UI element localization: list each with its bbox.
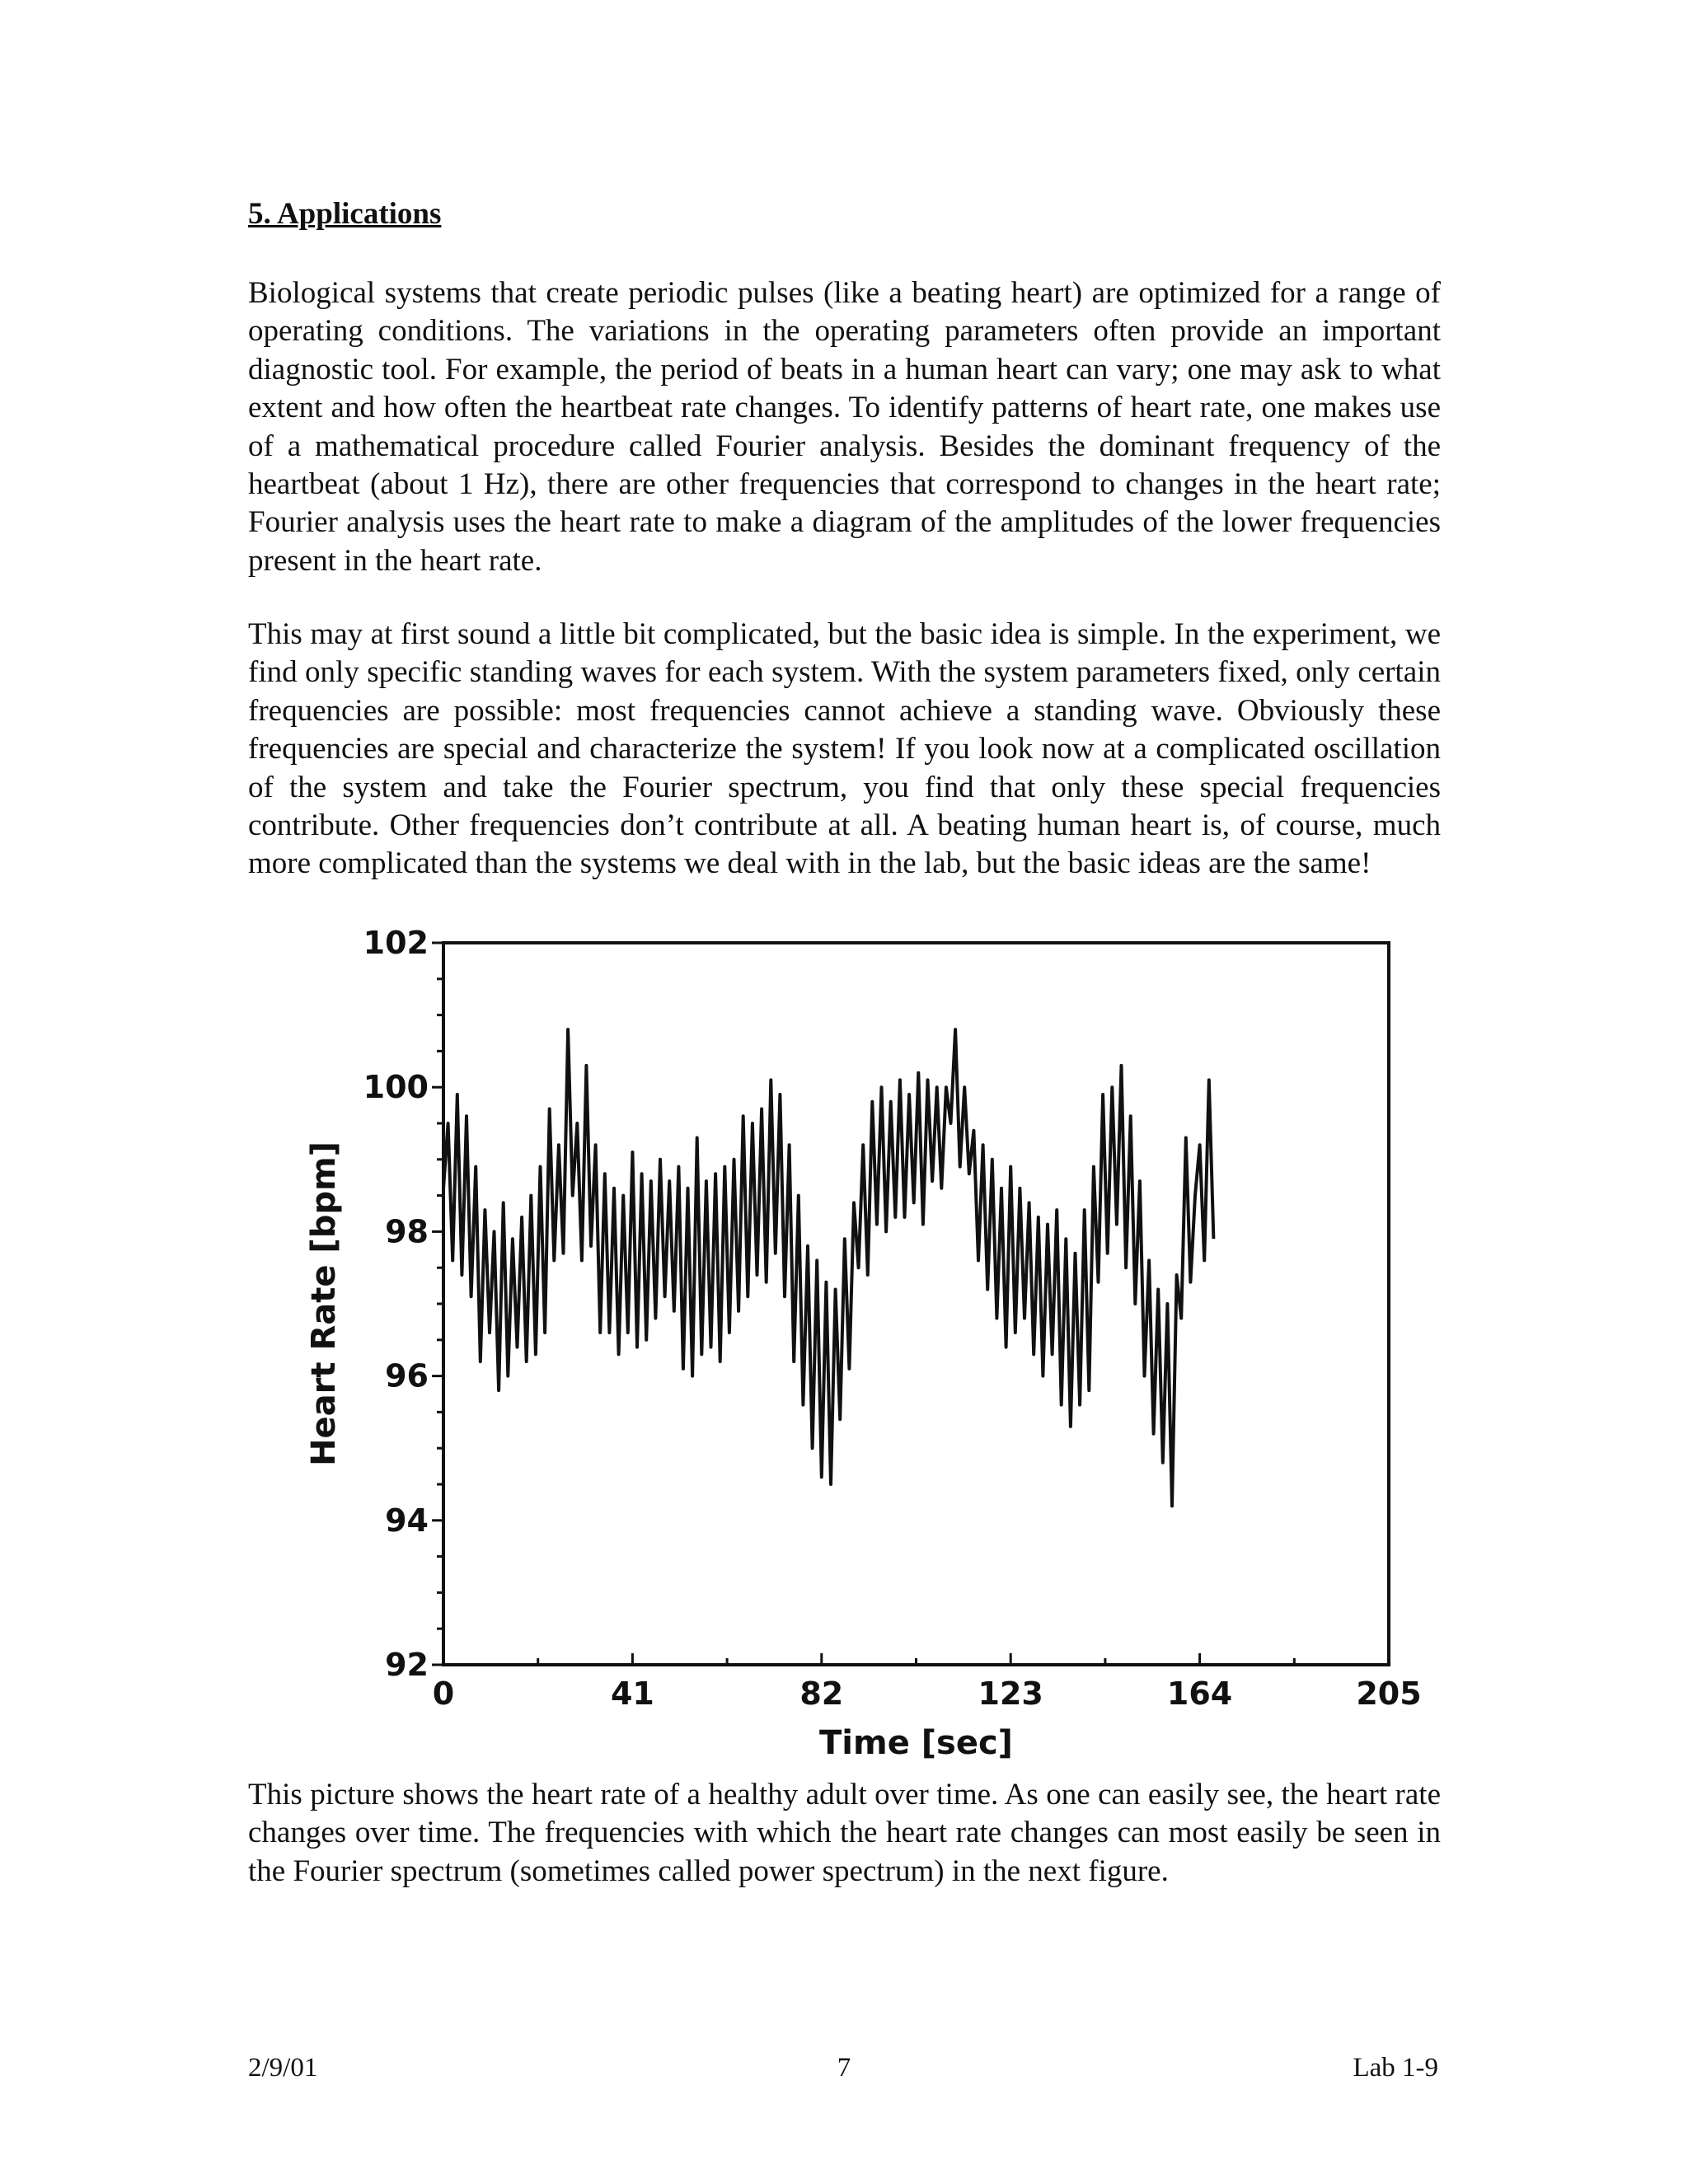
- section-heading: 5. Applications: [248, 197, 442, 231]
- footer-page-number: 7: [837, 2053, 851, 2083]
- y-tick-label: 96: [385, 1357, 429, 1394]
- x-tick-label: 123: [978, 1675, 1043, 1712]
- heart-rate-chart: [288, 923, 1442, 1772]
- y-tick-label: 94: [385, 1502, 429, 1539]
- x-axis-title: Time [sec]: [819, 1724, 1013, 1762]
- x-tick-label: 82: [799, 1675, 844, 1712]
- paragraph-explanation: This may at first sound a little bit complicated, but the basic idea is simple. In the experiment, we find only specific standing waves for each system. With the system parameters fixed, only certain frequencies are possible: most frequencies cannot achieve a standing wave. Obviously these frequencies are special and characterize the system! If you look now at a complicated oscillation of the system and take the Fourier spectrum, you find that only these special frequencies contribute. Other frequencies don’t contribute at all. A beating human heart is, of course, much more complicated than the systems we deal with in the lab, but the basic ideas are the same!: [248, 617, 1441, 881]
- x-tick-label: 164: [1166, 1675, 1233, 1712]
- y-tick-label: 92: [385, 1647, 429, 1683]
- heart-rate-figure: [288, 923, 1442, 1772]
- y-tick-label: 98: [385, 1213, 429, 1250]
- x-tick-label: 41: [610, 1675, 654, 1712]
- y-tick-label: 102: [363, 925, 429, 961]
- paragraph-intro: Biological systems that create periodic pulses (like a beating heart) are optimized for a range of operating conditions. The variations in the operating parameters often provide an important diagnostic tool. For example, the period of beats in a human heart can vary; one may ask to what extent and how often the heartbeat rate changes. To identify patterns of heart rate, one makes use of a mathematical procedure called Fourier analysis. Besides the dominant frequency of the heartbeat (about 1 Hz), there are other frequencies that correspond to changes in the heart rate; Fourier analysis uses the heart rate to make a diagram of the amplitudes of the lower frequencies present in the heart rate.: [248, 276, 1441, 578]
- y-tick-label: 100: [363, 1069, 429, 1106]
- plot-frame: [443, 943, 1389, 1665]
- heart-rate-line: [443, 1029, 1213, 1506]
- footer-lab-label: Lab 1-9: [1353, 2053, 1438, 2083]
- y-axis-title: Heart Rate [bpm]: [305, 1141, 343, 1466]
- paragraph-caption: This picture shows the heart rate of a healthy adult over time. As one can easily see, the heart rate changes over time. The frequencies with which the heart rate changes can most easily be seen in the Fourier spectrum (sometimes called power spectrum) in the next figure.: [248, 1778, 1441, 1888]
- x-tick-label: 0: [432, 1675, 455, 1712]
- x-tick-label: 205: [1356, 1675, 1422, 1712]
- footer-date: 2/9/01: [248, 2053, 318, 2083]
